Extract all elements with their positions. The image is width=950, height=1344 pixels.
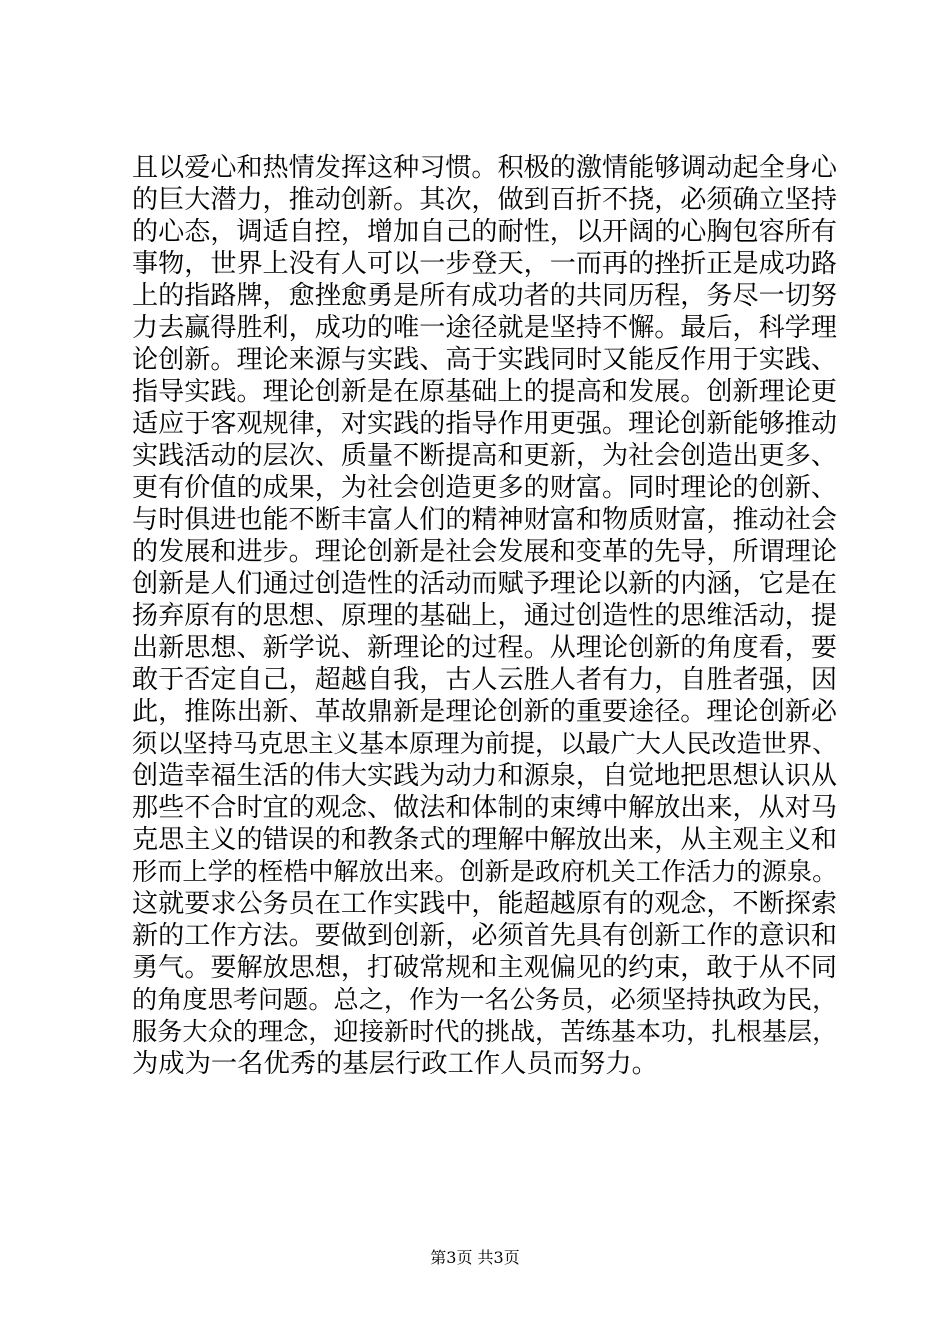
text-line: 的角度思考问题。总之，作为一名公务员，必须坚持执政为民，: [132, 985, 838, 1014]
text-line: 实践活动的层次、质量不断提高和更新，为社会创造出更多、: [132, 441, 837, 471]
text-line: 出新思想、新学说、新理论的过程。从理论创新的角度看，要: [132, 633, 837, 663]
text-line: 这就要求公务员在工作实践中，能超越原有的观念，不断探索: [132, 889, 837, 919]
text-line: 且以爱心和热情发挥这种习惯。积极的激情能够调动起全身心: [132, 153, 837, 183]
text-line: 力去赢得胜利，成功的唯一途径就是坚持不懈。最后，科学理: [132, 313, 837, 343]
text-line: 事物，世界上没有人可以一步登天，一而再的挫折正是成功路: [132, 249, 837, 279]
text-line: 的心态，调适自控，增加自己的耐性，以开阔的心胸包容所有: [132, 217, 837, 247]
text-line: 的巨大潜力，推动创新。其次，做到百折不挠，必须确立坚持: [132, 185, 837, 215]
text-line: 适应于客观规律，对实践的指导作用更强。理论创新能够推动: [132, 409, 837, 439]
text-line: 此，推陈出新、革故鼎新是理论创新的重要途径。理论创新必: [132, 697, 837, 727]
text-line: 为成为一名优秀的基层行政工作人员而努力。: [132, 1049, 658, 1079]
text-line: 上的指路牌，愈挫愈勇是所有成功者的共同历程，务尽一切努: [132, 281, 837, 311]
text-line: 创造幸福生活的伟大实践为动力和源泉，自觉地把思想认识从: [132, 761, 837, 791]
text-line: 与时俱进也能不断丰富人们的精神财富和物质财富，推动社会: [132, 505, 837, 535]
text-line: 勇气。要解放思想，打破常规和主观偏见的约束，敢于从不同: [132, 953, 837, 983]
text-line: 的发展和进步。理论创新是社会发展和变革的先导，所谓理论: [132, 537, 837, 567]
text-line: 扬弃原有的思想、原理的基础上，通过创造性的思维活动，提: [132, 601, 837, 631]
text-line: 克思主义的错误的和教条式的理解中解放出来，从主观主义和: [132, 825, 837, 855]
text-line: 服务大众的理念，迎接新时代的挑战，苦练基本功，扎根基层，: [132, 1017, 838, 1046]
text-line: 敢于否定自己，超越自我，古人云胜人者有力，自胜者强，因: [132, 665, 837, 695]
text-line: 指导实践。理论创新是在原基础上的提高和发展。创新理论更: [132, 377, 837, 407]
text-line: 论创新。理论来源与实践、高于实践同时又能反作用于实践、: [132, 345, 837, 375]
text-line: 形而上学的桎梏中解放出来。创新是政府机关工作活力的源泉。: [132, 857, 838, 886]
text-line: 新的工作方法。要做到创新，必须首先具有创新工作的意识和: [132, 921, 837, 951]
text-line: 那些不合时宜的观念、做法和体制的束缚中解放出来，从对马: [132, 793, 837, 823]
body-text: [132, 152, 837, 1080]
page-footer: 第3页 共3页: [430, 1248, 520, 1267]
text-line: 创新是人们通过创造性的活动而赋予理论以新的内涵，它是在: [132, 569, 837, 599]
text-line: 更有价值的成果，为社会创造更多的财富。同时理论的创新、: [132, 473, 837, 503]
text-line: 须以坚持马克思主义基本原理为前提，以最广大人民改造世界、: [132, 729, 838, 758]
